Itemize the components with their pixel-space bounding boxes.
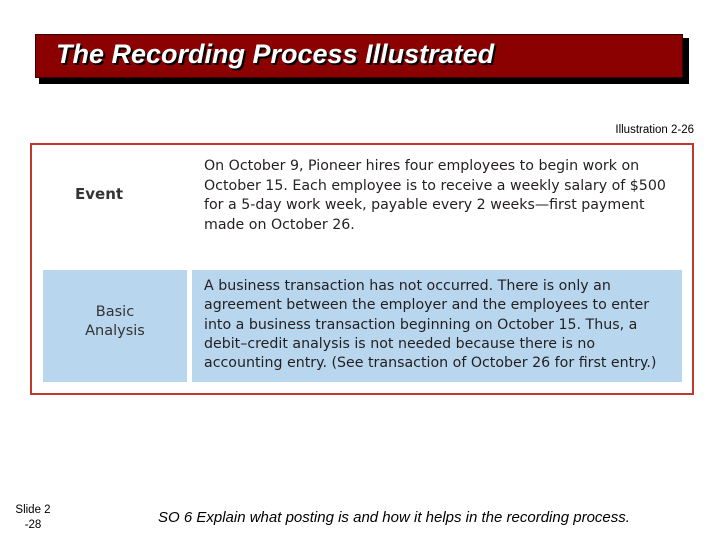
illustration-label: Illustration 2-26: [615, 124, 694, 136]
basic-analysis-label-text: Basic Analysis: [85, 304, 145, 339]
basic-analysis-text-cell: [192, 270, 682, 382]
slide-number: [8, 503, 58, 533]
slide-title: The Recording Process Illustrated: [56, 39, 495, 69]
title-bar: [35, 34, 683, 78]
event-description: On October 9, Pioneer hires four employees to begin work on October 15. Each employee is to receive a weekly salary of $500 for a 5-day work week, payable every 2 weeks—first payment made on October 26.: [204, 158, 666, 233]
basic-analysis-label: [43, 303, 187, 341]
slide-number-text: Slide 2 -28: [15, 504, 51, 531]
illustration-panel: [30, 143, 694, 395]
basic-analysis-text: A business transaction has not occurred. There is only an agreement between the employer and the employees to enter into a business transaction beginning on October 15. Thus, a debit–credit analysis is not needed because there is no accounting entry. (See transaction of October 26 for first entry.): [204, 278, 657, 372]
basic-analysis-label-cell: [43, 270, 187, 382]
study-objective: SO 6 Explain what posting is and how it helps in the recording process.: [158, 509, 630, 526]
event-label: Event: [75, 185, 124, 203]
